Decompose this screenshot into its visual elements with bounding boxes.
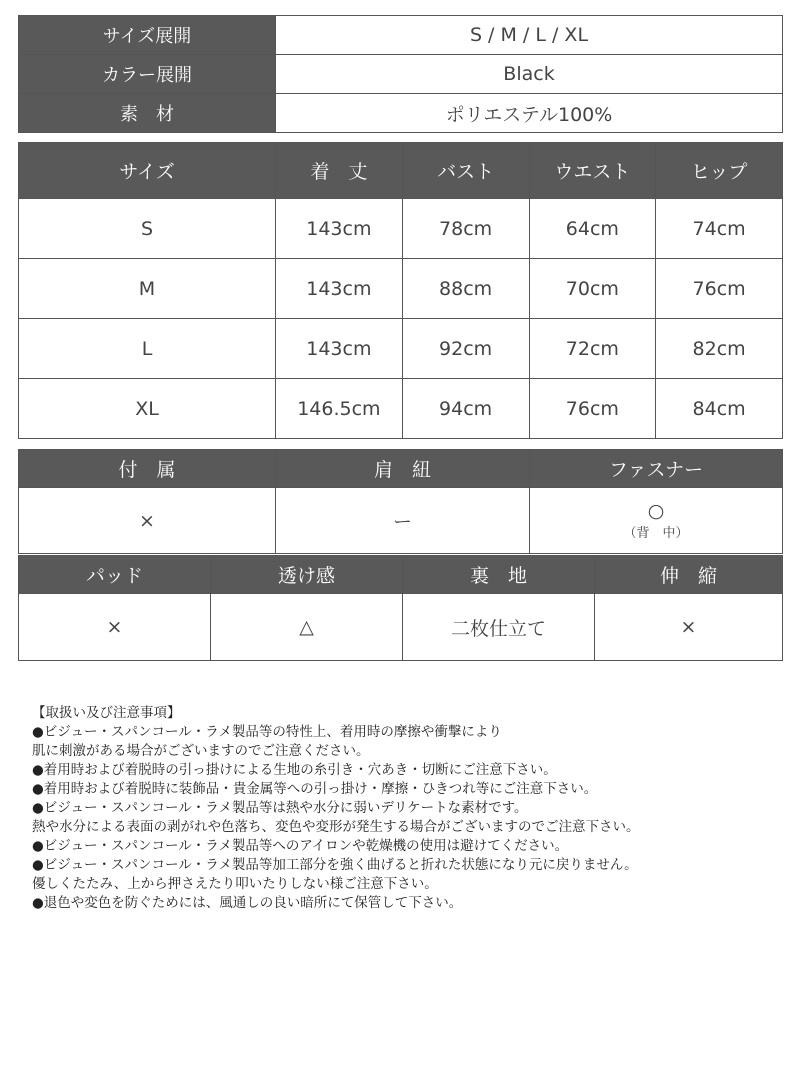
column-header: 付 属	[19, 450, 276, 488]
column-header: ヒップ	[656, 143, 783, 199]
lining-value: 二枚仕立て	[403, 594, 595, 661]
cell: XL	[19, 379, 276, 439]
table-row	[19, 379, 783, 439]
note-line: ●ビジュー・スパンコール・ラメ製品等加工部分を強く曲げると折れた状態になり元に戻りません。	[32, 857, 638, 873]
spec-value: S / M / L / XL	[276, 16, 783, 55]
note-line: 肌に刺激がある場合がございますのでご注意ください。	[32, 743, 370, 759]
cell: 143cm	[276, 259, 403, 319]
note-line: 優しくたたみ、上から押さえたり叩いたりしない様ご注意下さい。	[32, 876, 438, 892]
spec-label: カラー展開	[19, 55, 276, 94]
basic-spec-table	[18, 15, 783, 133]
cell: 64cm	[529, 199, 656, 259]
column-header: パッド	[19, 556, 211, 594]
note-line: ●ビジュー・スパンコール・ラメ製品等は熱や水分に弱いデリケートな素材です。	[32, 800, 528, 816]
cell: 76cm	[529, 379, 656, 439]
material-row	[19, 94, 783, 133]
cell: 82cm	[656, 319, 783, 379]
cell: 146.5cm	[276, 379, 403, 439]
column-header: ファスナー	[530, 450, 783, 488]
cell: 94cm	[402, 379, 529, 439]
note-line: ●退色や変色を防ぐためには、風通しの良い暗所にて保管して下さい。	[32, 895, 463, 911]
details-row	[19, 488, 783, 554]
fastener-cell	[530, 488, 783, 554]
column-header: 肩 紐	[276, 450, 530, 488]
spec-label: 素 材	[19, 94, 276, 133]
fastener-note: （背 中）	[623, 526, 689, 541]
column-header: サイズ	[19, 143, 276, 199]
spec-label: サイズ展開	[19, 16, 276, 55]
cell: 84cm	[656, 379, 783, 439]
cell: S	[19, 199, 276, 259]
cell: M	[19, 259, 276, 319]
size-range-row	[19, 16, 783, 55]
cell: L	[19, 319, 276, 379]
column-header: 伸 縮	[595, 556, 783, 594]
fastener-value: ○	[647, 500, 665, 522]
details-table-1	[18, 449, 783, 554]
table-row	[19, 319, 783, 379]
notes-heading: 【取扱い及び注意事項】	[32, 705, 181, 721]
table-row	[19, 259, 783, 319]
shoulder-strap-value: ー	[276, 488, 530, 554]
cell: 92cm	[402, 319, 529, 379]
column-header: バスト	[402, 143, 529, 199]
note-line: ●着用時および着脱時の引っ掛けによる生地の糸引き・穴あき・切断にご注意下さい。	[32, 762, 557, 778]
sheerness-value: △	[211, 594, 403, 661]
column-header: ウエスト	[529, 143, 656, 199]
cell: 88cm	[402, 259, 529, 319]
details-row	[19, 594, 783, 661]
cell: 78cm	[402, 199, 529, 259]
note-line: 熱や水分による表面の剥がれや色落ち、変色や変形が発生する場合がございますのでご注意下さい。	[32, 819, 640, 835]
table-row	[19, 199, 783, 259]
column-header: 裏 地	[403, 556, 595, 594]
cell: 76cm	[656, 259, 783, 319]
note-line: ●ビジュー・スパンコール・ラメ製品等へのアイロンや乾燥機の使用は避けてください。	[32, 838, 569, 854]
cell: 72cm	[529, 319, 656, 379]
column-header: 着 丈	[276, 143, 403, 199]
spec-value: Black	[276, 55, 783, 94]
spec-value: ポリエステル100%	[276, 94, 783, 133]
size-table	[18, 142, 783, 439]
size-table-header	[19, 143, 783, 199]
stretch-value: ×	[595, 594, 783, 661]
column-header: 透け感	[211, 556, 403, 594]
note-line: ●ビジュー・スパンコール・ラメ製品等の特性上、着用時の摩擦や衝撃により	[32, 724, 502, 740]
care-notes	[32, 704, 640, 913]
details-header	[19, 450, 783, 488]
note-line: ●着用時および着脱時に装飾品・貴金属等への引っ掛け・摩擦・ひきつれ等にご注意下さい。	[32, 781, 598, 797]
color-row	[19, 55, 783, 94]
pad-value: ×	[19, 594, 211, 661]
accessories-value: ×	[19, 488, 276, 554]
details-header	[19, 556, 783, 594]
cell: 143cm	[276, 319, 403, 379]
details-table-2	[18, 555, 783, 661]
cell: 74cm	[656, 199, 783, 259]
cell: 143cm	[276, 199, 403, 259]
cell: 70cm	[529, 259, 656, 319]
